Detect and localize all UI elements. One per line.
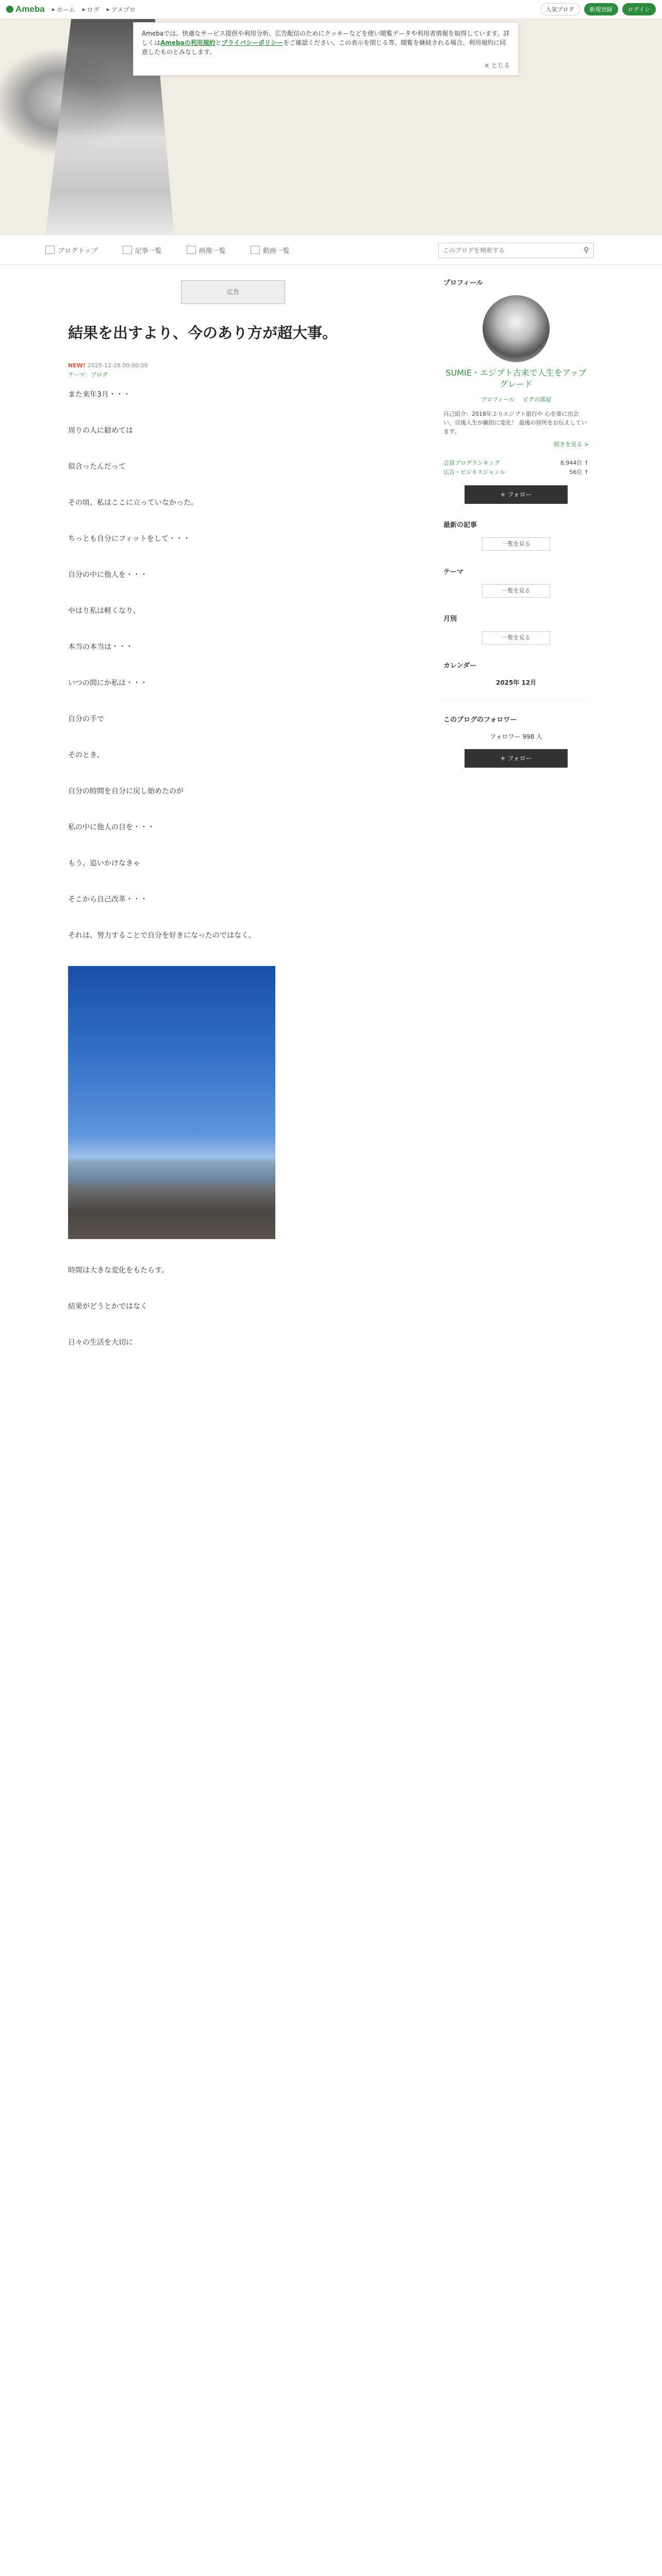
search-icon[interactable]: ⚲: [583, 246, 589, 255]
calendar-heading: カレンダー: [443, 662, 477, 670]
ad-box[interactable]: 広告: [181, 280, 285, 304]
recent-seeall-button[interactable]: 一覧を見る: [482, 537, 550, 551]
profile-heading: プロフィール: [443, 279, 483, 287]
paragraph: いつの間にか私は・・・: [68, 679, 147, 687]
paragraph: 日々の生活を大切に: [68, 1338, 133, 1347]
archive-seeall-button[interactable]: 一覧を見る: [482, 631, 550, 645]
profile-more-link[interactable]: 続きを見る >: [554, 441, 589, 448]
cookie-consent-banner: Amebaでは、快適なサービス提供や利用分析、広告配信のためにクッキーなどを使い閲覧データや利用者情報を取得しています。詳しくはAmebaの利用規約とプライバシーポリシーをご確認ください。この表示を閉じる等、閲覧を継続される場合、利用規約に同意したものとみなします。 × とじる: [133, 22, 519, 76]
home-icon: [45, 246, 55, 254]
profile-link[interactable]: プロフィール: [481, 396, 515, 403]
blog-search: [438, 243, 594, 258]
paragraph: 周りの人に勧めては: [68, 427, 133, 435]
paragraph: 自分の時間を自分に戻し始めたのが: [68, 787, 184, 795]
paragraph: もう、追いかけなきゃ: [68, 859, 140, 868]
ameba-logo-icon: [6, 6, 13, 13]
paragraph: また来年3月・・・: [68, 391, 130, 399]
followers-heading: このブログのフォロワー: [443, 716, 517, 724]
paragraph: 自分の手で: [68, 715, 104, 723]
calendar: [443, 660, 589, 687]
paragraph: それは、努力することで自分を好きになったのではなく、: [68, 931, 256, 940]
paragraph: 本当の本当は・・・: [68, 643, 133, 651]
paragraph: 結果がどうとかではなく: [68, 1302, 147, 1311]
ranking-value: 8,944位 ↑: [560, 460, 589, 466]
register-button[interactable]: 新規登録: [584, 3, 618, 15]
article-date: 2025-12-28 00:00:00: [87, 362, 148, 369]
calendar-month: 2025年 12月: [495, 679, 537, 686]
popular-blogs-button[interactable]: 人気ブログ: [540, 3, 580, 15]
ranking-label[interactable]: 広告・ビジネスジャンル: [443, 469, 506, 476]
paragraph: やはり私は軽くなり、: [68, 607, 140, 615]
video-icon: [251, 246, 260, 254]
profile-description: 自己紹介：2018年よりエジプト旅行や 心を寄に出会い、以後人生が劇的に変化！ 最後の居所をお伝えしています。: [443, 411, 587, 435]
paragraph: 自分の中に他人を・・・: [68, 571, 147, 579]
article-meta: [68, 361, 398, 380]
ameba-logo[interactable]: Ameba: [6, 4, 45, 14]
theme-seeall-button[interactable]: 一覧を見る: [482, 584, 550, 598]
paragraph: そこから自己改革・・・: [68, 895, 147, 904]
article-title: 結果を出すより、今のあり方が超大事。: [68, 324, 338, 342]
archive-heading: 月別: [443, 615, 457, 623]
nav-blog-top[interactable]: ブログトップ: [45, 245, 98, 255]
article-theme[interactable]: テーマ：ブログ: [68, 371, 108, 378]
paragraph: 私の中に他人の目を・・・: [68, 823, 155, 832]
nav-images[interactable]: 画像一覧: [187, 245, 226, 255]
followers-count: フォロワー 998 人: [490, 733, 542, 740]
ranking-row: [443, 459, 589, 468]
follow-button-bottom[interactable]: + フォロー: [465, 749, 568, 768]
theme-heading: テーマ: [443, 568, 464, 576]
topnav-home[interactable]: ▸ ホーム: [52, 6, 75, 13]
pigg-room-link[interactable]: ピグの部屋: [522, 396, 551, 403]
paragraph: 時間は大きな変化をもたらす。: [68, 1266, 169, 1275]
camera-icon: [187, 246, 196, 254]
paragraph: その頃、私はここに立っていなかった。: [68, 499, 198, 507]
new-badge: NEW!: [68, 362, 86, 369]
profile-name[interactable]: SUMIE・エジプト古来で人生をアップグレード: [445, 368, 587, 389]
topnav-ameblo[interactable]: ▸ アメブロ: [106, 6, 136, 13]
divider: [443, 700, 589, 701]
follow-button[interactable]: + フォロー: [465, 485, 568, 504]
profile-avatar[interactable]: [483, 295, 550, 362]
blog-header: [0, 19, 662, 235]
ranking-value: 56位 ↑: [569, 469, 589, 476]
sidebar: [443, 265, 589, 1373]
ranking-row: [443, 468, 589, 477]
login-button[interactable]: ログイン: [622, 3, 656, 15]
paragraph: 似合ったんだって: [68, 463, 126, 471]
article-body: [68, 389, 398, 1348]
top-bar: [0, 0, 662, 19]
ocean-photo[interactable]: [68, 966, 275, 1239]
terms-link[interactable]: Amebaの利用規約: [160, 39, 216, 46]
nav-articles[interactable]: 記事一覧: [123, 245, 162, 255]
search-input[interactable]: [439, 247, 579, 254]
top-right-buttons: [540, 3, 656, 15]
ranking-label[interactable]: 会員ブログランキング: [443, 460, 500, 466]
privacy-link[interactable]: プライバシーポリシー: [221, 39, 284, 46]
profile-links: [443, 395, 589, 403]
nav-videos[interactable]: 動画一覧: [251, 245, 290, 255]
document-icon: [123, 246, 132, 254]
article-column: [68, 265, 398, 1373]
content-wrapper: [0, 265, 662, 1373]
paragraph: ちっとも自分にフィットをして・・・: [68, 535, 190, 543]
top-nav: [52, 5, 136, 14]
paragraph: そのとき、: [68, 751, 104, 759]
topnav-log[interactable]: ▸ ログ: [82, 6, 100, 13]
recent-heading: 最新の記事: [443, 521, 477, 529]
blog-nav: [0, 235, 662, 265]
consent-close-button[interactable]: × とじる: [484, 62, 510, 69]
